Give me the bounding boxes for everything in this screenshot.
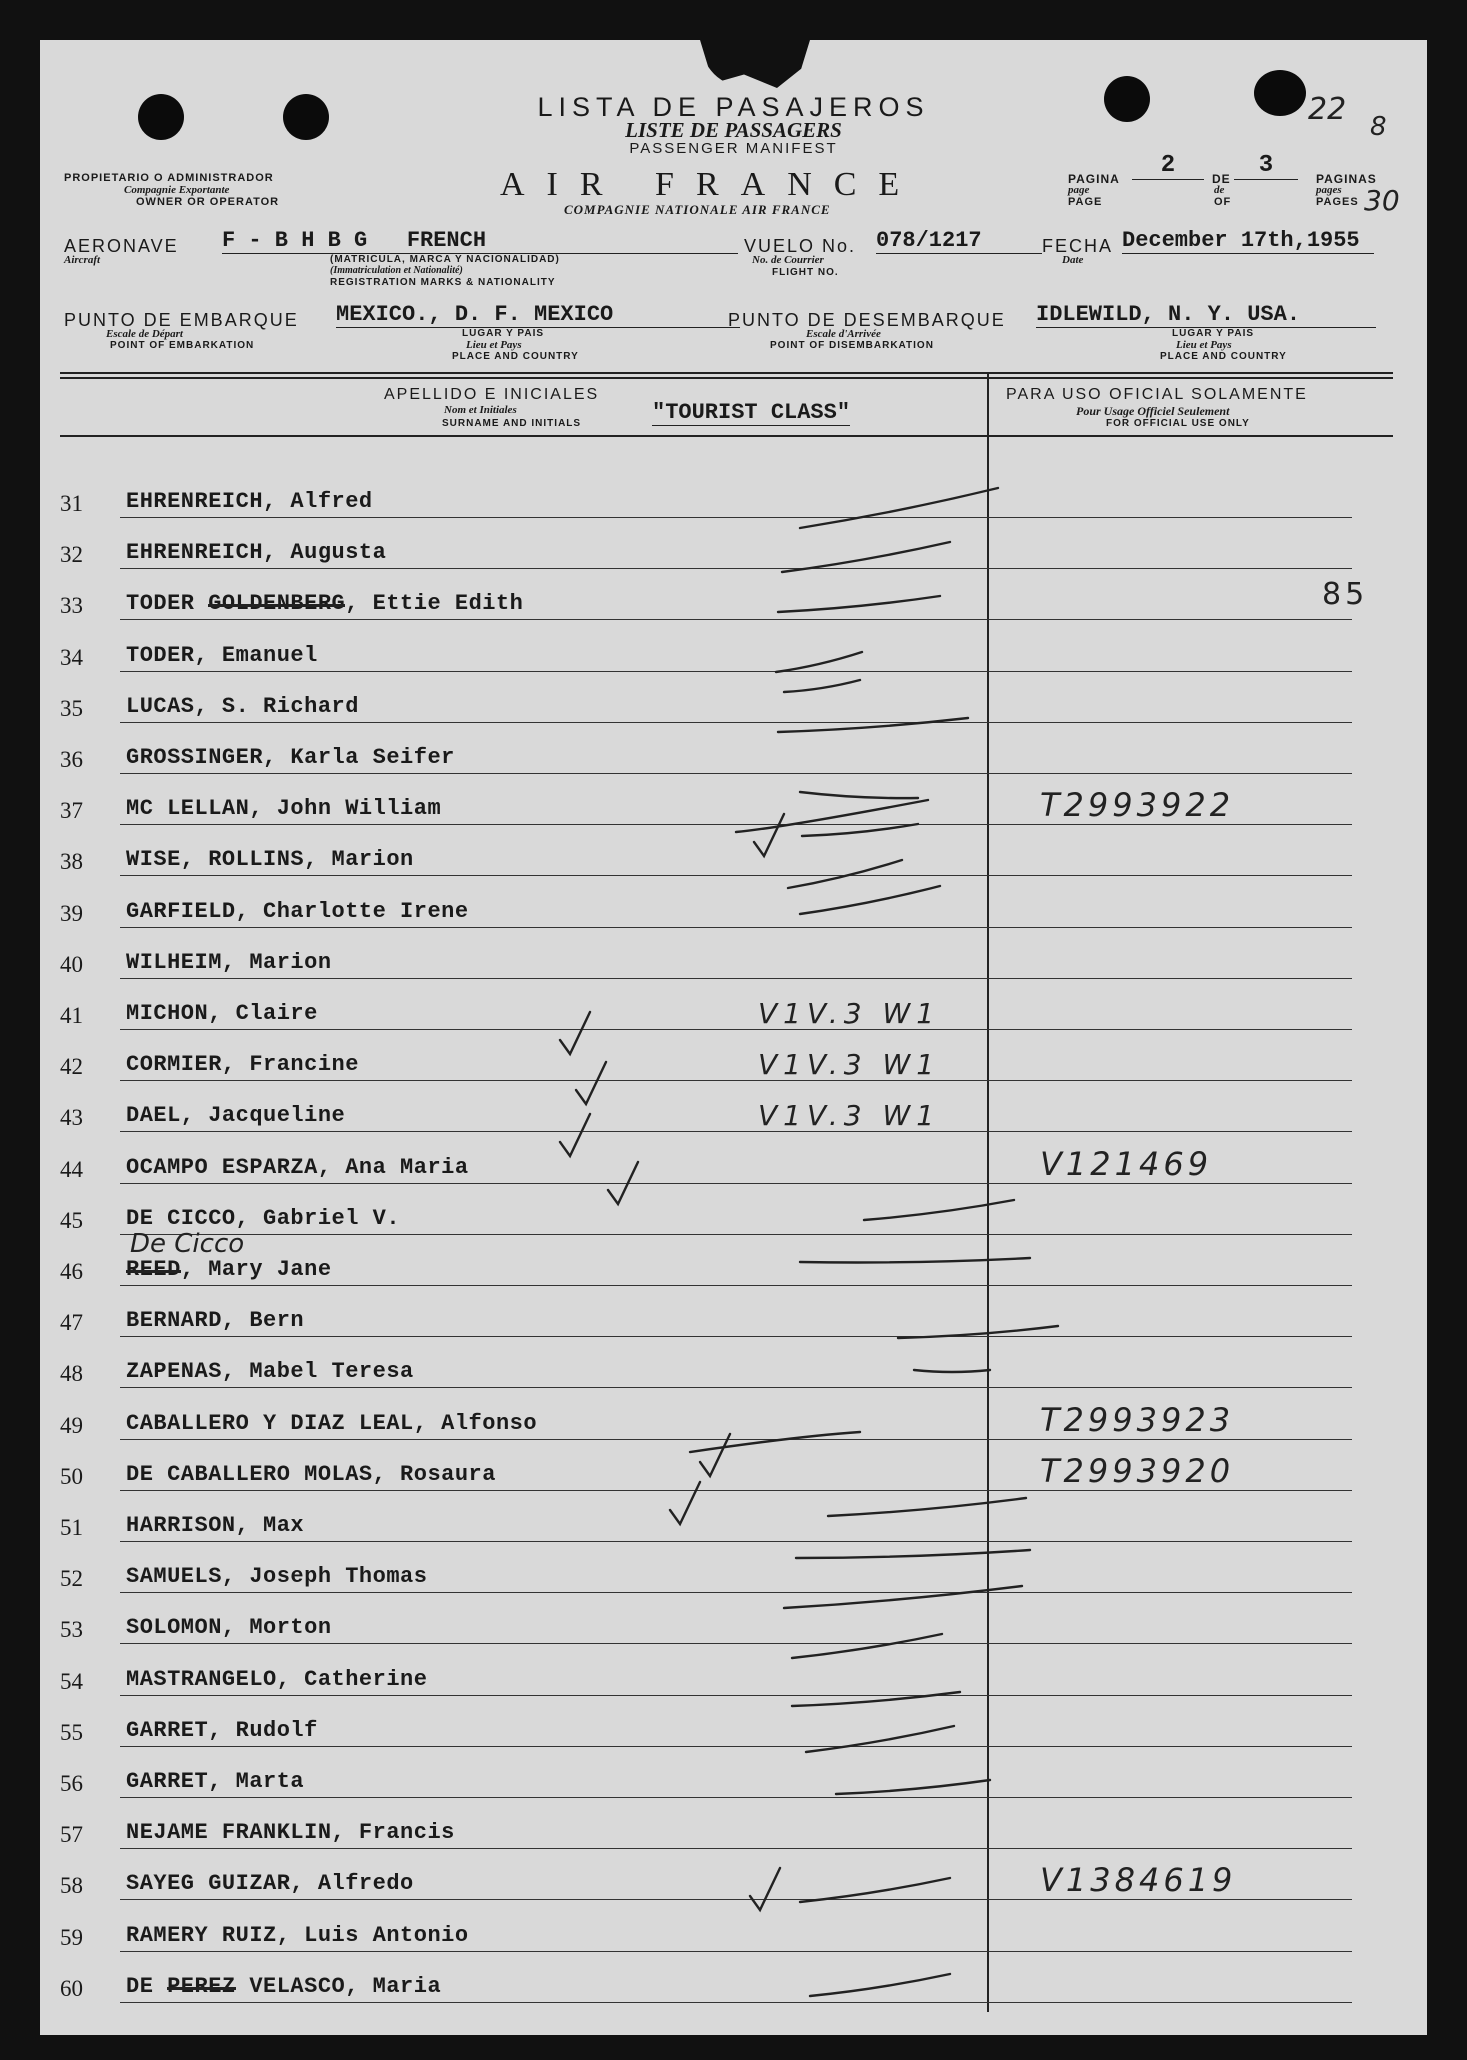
- name-part: GARRET, Marta: [126, 1769, 305, 1794]
- col-official-fr: Pour Usage Officiel Seulement: [1076, 404, 1230, 418]
- of-label-en: OF: [1214, 196, 1232, 208]
- embark-place3: PLACE AND COUNTRY: [452, 351, 579, 362]
- row-number: 45: [60, 1207, 83, 1233]
- aircraft-value: F - B H B G FRENCH: [222, 228, 738, 254]
- flight-label: VUELO No.: [744, 236, 857, 256]
- name-part: MASTRANGELO, Catherine: [126, 1666, 428, 1692]
- official-note: 85: [1322, 577, 1369, 613]
- row-number: 42: [60, 1054, 83, 1080]
- tick-stroke: [782, 542, 950, 572]
- row-number: 41: [60, 1003, 83, 1028]
- row-number: 44: [60, 1156, 83, 1182]
- name-part: HARRISON, Max: [126, 1513, 305, 1538]
- tick-stroke: [828, 1498, 1026, 1516]
- col-class: "TOURIST CLASS": [652, 400, 851, 425]
- embark-label: PUNTO DE EMBARQUE: [64, 310, 299, 330]
- name-part: MICHON, Claire: [126, 1001, 318, 1026]
- of-label-fr: de: [1214, 184, 1225, 196]
- title-es: LISTA DE PASAJEROS: [537, 92, 930, 122]
- row-number: 48: [60, 1361, 83, 1387]
- row-number: 58: [60, 1873, 83, 1899]
- tick-stroke: [802, 824, 918, 836]
- name-part: DE: [126, 1973, 168, 1999]
- name-part: WISE, ROLLINS, Marion: [126, 847, 414, 873]
- row-number: 47: [60, 1310, 83, 1336]
- row-number: 56: [60, 1771, 83, 1796]
- struck-name-part: REED: [126, 1257, 181, 1282]
- col-name-fr: Nom et Initiales: [444, 404, 517, 416]
- official-note: V121469: [1040, 1144, 1213, 1183]
- flight-sub2: FLIGHT NO.: [772, 267, 839, 278]
- tick-stroke: [690, 1432, 860, 1452]
- pages-label: PAGINAS: [1316, 172, 1377, 186]
- name-part: SOLOMON, Morton: [126, 1615, 332, 1641]
- aircraft-sub2: (Immatriculation et Nationalité): [330, 265, 463, 276]
- manifest-page: [40, 40, 1427, 2035]
- total-pages: 3: [1234, 152, 1298, 180]
- row-number: 51: [60, 1515, 83, 1540]
- name-part: GROSSINGER, Karla Seifer: [126, 745, 455, 770]
- tick-stroke: [788, 860, 902, 888]
- row-number: 32: [60, 542, 83, 568]
- tick-stroke: [898, 1326, 1058, 1338]
- owner-label: PROPIETARIO O ADMINISTRADOR: [64, 172, 274, 184]
- official-note: T2993922: [1040, 786, 1235, 825]
- aircraft-label-fr: Aircraft: [64, 254, 101, 266]
- row-number: 50: [60, 1463, 83, 1489]
- title-en: PASSENGER MANIFEST: [629, 140, 838, 157]
- name-part: GARRET, Rudolf: [126, 1717, 318, 1743]
- aircraft-label: AERONAVE: [64, 236, 179, 256]
- tick-stroke: [800, 1878, 950, 1902]
- row-number: 49: [60, 1412, 83, 1438]
- embark-place2: Lieu et Pays: [466, 339, 522, 351]
- of-label: DE: [1212, 172, 1231, 186]
- row-number: 35: [60, 695, 83, 721]
- check-mark: [754, 814, 784, 856]
- name-part: , Ettie Edith: [345, 591, 524, 617]
- name-part: LUCAS, S. Richard: [126, 693, 359, 719]
- pages-total-note: 30: [1364, 184, 1400, 217]
- row-number: 39: [60, 900, 83, 926]
- tick-stroke: [800, 1258, 1030, 1263]
- name-part: NEJAME FRANKLIN, Francis: [126, 1820, 455, 1846]
- handwritten-note: V1V.3 W1: [758, 997, 941, 1030]
- name-part: EHRENREICH, Alfred: [126, 489, 373, 514]
- row-number: 43: [60, 1105, 83, 1131]
- embark-value: MEXICO., D. F. MEXICO: [336, 302, 740, 328]
- date-label: FECHA: [1042, 236, 1114, 256]
- page-label-en: PAGE: [1068, 196, 1103, 208]
- page-label-fr: page: [1068, 184, 1090, 196]
- check-mark: [750, 1868, 780, 1910]
- check-mark: [576, 1062, 606, 1104]
- col-official-en: FOR OFFICIAL USE ONLY: [1106, 418, 1250, 429]
- disembark-sub-en: POINT OF DISEMBARKATION: [770, 340, 934, 351]
- name-part: GARFIELD, Charlotte Irene: [126, 898, 469, 924]
- title-fr: LISTE DE PASSAGERS: [625, 118, 842, 142]
- tick-stroke: [800, 488, 998, 528]
- date-value: December 17th,1955: [1122, 228, 1374, 254]
- tick-stroke: [778, 596, 940, 612]
- row-number: 34: [60, 644, 83, 670]
- name-part: CORMIER, Francine: [126, 1052, 359, 1078]
- name-part: EHRENREICH, Augusta: [126, 540, 387, 566]
- col-official-es: PARA USO OFICIAL SOLAMENTE: [1006, 386, 1308, 403]
- check-mark: [670, 1482, 700, 1524]
- row-number: 57: [60, 1822, 83, 1848]
- check-mark: [560, 1114, 590, 1156]
- airline-sub: COMPAGNIE NATIONALE AIR FRANCE: [564, 202, 831, 217]
- tick-stroke: [864, 1200, 1014, 1220]
- name-part: SAMUELS, Joseph Thomas: [126, 1564, 428, 1590]
- tick-stroke: [796, 1550, 1030, 1558]
- flight-sub1: No. de Courrier: [752, 254, 824, 266]
- struck-name-part: GOLDENBERG: [208, 591, 346, 617]
- row-number: 55: [60, 1719, 83, 1745]
- name-part: SAYEG GUIZAR, Alfredo: [126, 1871, 414, 1897]
- owner-label-fr: Compagnie Exportante: [124, 184, 230, 196]
- tick-stroke: [806, 1726, 954, 1752]
- tick-stroke: [784, 680, 860, 692]
- handwritten-note: V1V.3 W1: [758, 1099, 941, 1133]
- name-part: MC LELLAN, John William: [126, 796, 442, 822]
- row-number: 37: [60, 798, 83, 824]
- check-mark: [700, 1434, 730, 1476]
- name-part: TODER: [126, 591, 209, 617]
- tick-stroke: [800, 792, 918, 798]
- row-number: 36: [60, 747, 83, 772]
- tick-stroke: [800, 886, 940, 914]
- row-number: 60: [60, 1975, 83, 2001]
- row-number: 31: [60, 491, 83, 516]
- name-part: WILHEIM, Marion: [126, 949, 332, 975]
- disembark-value: IDLEWILD, N. Y. USA.: [1036, 302, 1376, 328]
- disembark-label: PUNTO DE DESEMBARQUE: [728, 310, 1006, 330]
- official-note: T2993923: [1040, 1400, 1235, 1439]
- page-label: PAGINA: [1068, 172, 1120, 186]
- tick-stroke: [792, 1634, 942, 1658]
- name-part: OCAMPO ESPARZA, Ana Maria: [126, 1154, 469, 1180]
- tick-stroke: [776, 652, 862, 672]
- embark-sub-en: POINT OF EMBARKATION: [110, 340, 255, 351]
- pages-label-fr: pages: [1316, 184, 1342, 196]
- row-number: 46: [60, 1259, 83, 1284]
- check-mark: [560, 1012, 590, 1054]
- corner-note-2: 8: [1370, 112, 1387, 142]
- tick-stroke: [784, 1586, 1022, 1608]
- embark-sub-fr: Escale de Départ: [106, 328, 183, 340]
- row-number: 54: [60, 1668, 83, 1694]
- tick-stroke: [914, 1370, 990, 1372]
- embark-place1: LUGAR Y PAIS: [462, 328, 545, 339]
- handwritten-insert: De Cicco: [130, 1229, 245, 1259]
- row-number: 53: [60, 1617, 83, 1643]
- disembark-place3: PLACE AND COUNTRY: [1160, 351, 1287, 362]
- name-part: BERNARD, Bern: [126, 1308, 305, 1334]
- name-part: ZAPENAS, Mabel Teresa: [126, 1359, 414, 1385]
- corner-note: 22: [1308, 92, 1347, 127]
- tick-stroke: [778, 718, 968, 732]
- check-mark: [608, 1162, 638, 1204]
- pages-label-en: PAGES: [1316, 196, 1359, 208]
- row-number: 52: [60, 1566, 83, 1592]
- name-part: CABALLERO Y DIAZ LEAL, Alfonso: [126, 1410, 538, 1436]
- name-part: DE CICCO, Gabriel V.: [126, 1205, 401, 1231]
- name-part: RAMERY RUIZ, Luis Antonio: [126, 1922, 469, 1948]
- date-sub: Date: [1062, 254, 1084, 266]
- aircraft-sub1: (MATRICULA, MARCA Y NACIONALIDAD): [330, 254, 560, 265]
- row-number: 40: [60, 951, 83, 977]
- row-number: 38: [60, 849, 83, 875]
- tick-stroke: [792, 1692, 960, 1706]
- flight-value: 078/1217: [876, 228, 1042, 254]
- tick-stroke: [836, 1780, 990, 1794]
- name-part: DE CABALLERO MOLAS, Rosaura: [126, 1461, 496, 1487]
- aircraft-sub3: REGISTRATION MARKS & NATIONALITY: [330, 277, 556, 288]
- disembark-place1: LUGAR Y PAIS: [1172, 328, 1255, 339]
- official-note: V1384619: [1040, 1861, 1237, 1900]
- disembark-place2: Lieu et Pays: [1176, 339, 1232, 351]
- owner-label-en: OWNER OR OPERATOR: [136, 196, 280, 208]
- handwritten-note: V1V.3 W1: [758, 1048, 941, 1082]
- row-number: 59: [60, 1924, 83, 1950]
- official-note: T2993920: [1040, 1451, 1235, 1490]
- name-part: DAEL, Jacqueline: [126, 1103, 346, 1129]
- tick-stroke: [810, 1974, 950, 1996]
- airline-name: AIR FRANCE: [500, 166, 922, 203]
- row-number: 33: [60, 593, 83, 619]
- col-name-en: SURNAME AND INITIALS: [442, 418, 582, 429]
- name-part: , Mary Jane: [180, 1257, 332, 1282]
- handwritten-marks: [40, 40, 1427, 2035]
- struck-name-part: PEREZ: [167, 1973, 236, 1999]
- disembark-sub-fr: Escale d'Arrivée: [806, 328, 881, 340]
- page-number: 2: [1132, 152, 1204, 180]
- col-name-es: APELLIDO E INICIALES: [384, 386, 600, 403]
- name-part: TODER, Emanuel: [126, 642, 318, 668]
- name-part: VELASCO, Maria: [235, 1973, 442, 1999]
